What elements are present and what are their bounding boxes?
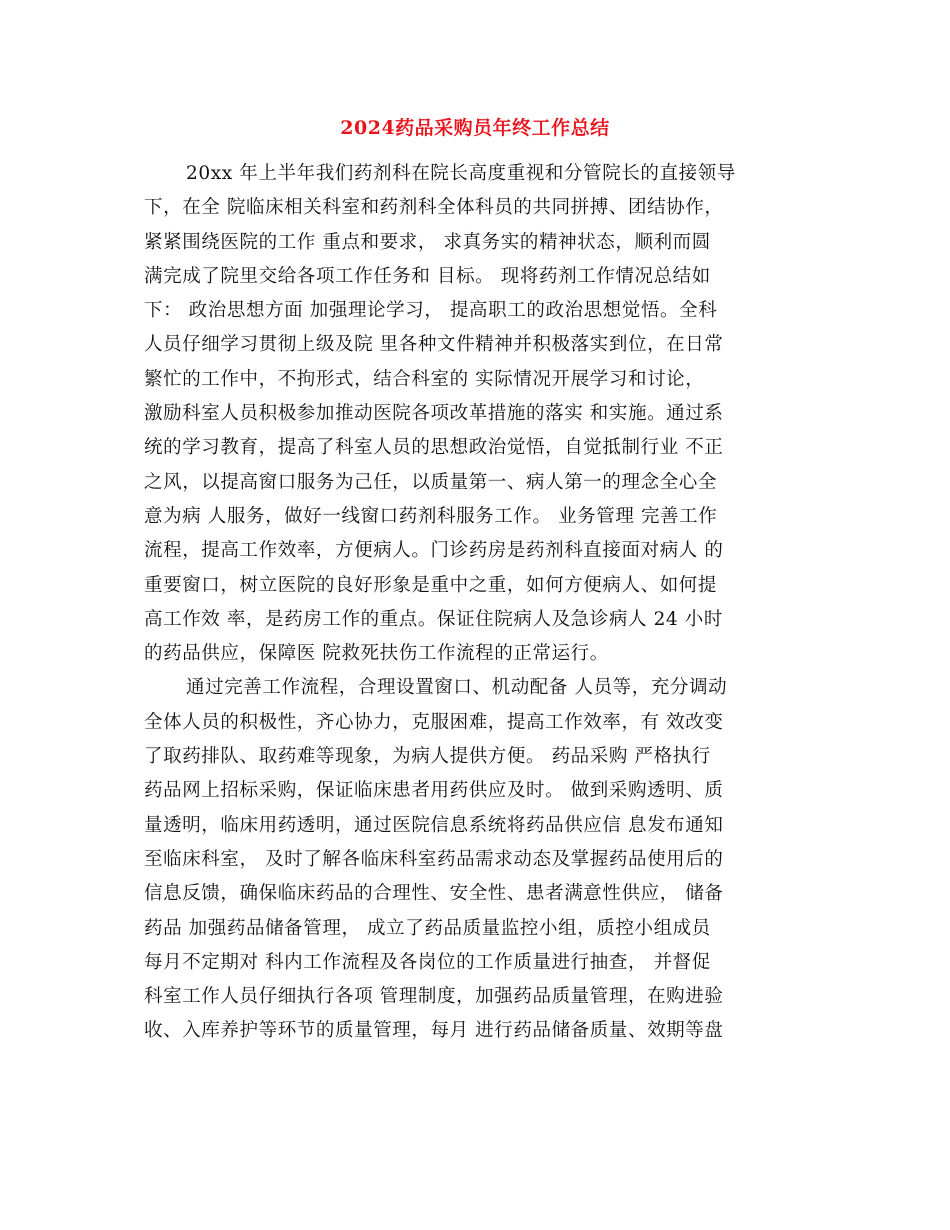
body-line: 统的学习教育，提高了科室人员的思想政治觉悟，自觉抵制行业 不正 bbox=[144, 437, 724, 459]
body-line: 的药品供应，保障医 院救死扶伤工作流程的正常运行。 bbox=[144, 643, 609, 665]
body-line: 20xx 年上半年我们药剂科在院长高度重视和分管院长的直接领导 bbox=[186, 163, 736, 184]
body-line: 人员仔细学习贯彻上级及院 里各种文件精神并积极落实到位，在日常 bbox=[144, 334, 724, 356]
body-line: 繁忙的工作中，不拘形式，结合科室的 实际情况开展学习和讨论， bbox=[144, 368, 705, 390]
body-line: 激励科室人员积极参加推动医院各项改革措施的落实 和实施。通过系 bbox=[144, 403, 724, 425]
body-line: 意为病 人服务，做好一线窗口药剂科服务工作。 业务管理 完善工作 bbox=[144, 505, 718, 527]
document-body bbox=[144, 157, 824, 1049]
body-line: 科室工作人员仔细执行各项 管理制度，加强药品质量管理，在购进验 bbox=[144, 986, 724, 1008]
body-line: 重要窗口，树立医院的良好形象是重中之重，如何方便病人、如何提 bbox=[144, 574, 718, 596]
body-line: 高工作效 率，是药房工作的重点。保证住院病人及急诊病人 24 小时 bbox=[144, 608, 723, 630]
body-line: 量透明，临床用药透明，通过医院信息系统将药品供应信 息发布通知 bbox=[144, 814, 724, 836]
body-line: 药品网上招标采购，保证临床患者用药供应及时。 做到采购透明、质 bbox=[144, 780, 724, 802]
document-title: 2024药品采购员年终工作总结 bbox=[340, 117, 610, 139]
body-line: 每月不定期对 科内工作流程及各岗位的工作质量进行抽查， 并督促 bbox=[144, 951, 711, 973]
body-line: 药品 加强药品储备管理， 成立了药品质量监控小组，质控小组成员 bbox=[144, 917, 711, 939]
body-line: 至临床科室， 及时了解各临床科室药品需求动态及掌握药品使用后的 bbox=[144, 848, 724, 870]
body-line: 了取药排队、取药难等现象，为病人提供方便。 药品采购 严格执行 bbox=[144, 746, 711, 768]
body-line: 满完成了院里交给各项工作任务和 目标。 现将药剂工作情况总结如 bbox=[144, 265, 711, 287]
body-line: 全体人员的积极性，齐心协力，克服困难，提高工作效率，有 效改变 bbox=[144, 711, 724, 733]
body-line: 收、入库养护等环节的质量管理，每月 进行药品储备质量、效期等盘 bbox=[144, 1020, 724, 1042]
body-line: 下： 政治思想方面 加强理论学习， 提高职工的政治思想觉悟。全科 bbox=[144, 300, 718, 322]
body-line: 信息反馈，确保临床药品的合理性、安全性、患者满意性供应， 储备 bbox=[144, 883, 724, 905]
body-line: 通过完善工作流程，合理设置窗口、机动配备 人员等，充分调动 bbox=[186, 677, 728, 699]
body-line: 流程，提高工作效率，方便病人。门诊药房是药剂科直接面对病人 的 bbox=[144, 540, 724, 562]
body-line: 之风，以提高窗口服务为己任，以质量第一、病人第一的理念全心全 bbox=[144, 471, 718, 493]
body-line: 下，在全 院临床相关科室和药剂科全体科员的共同拼搏、团结协作， bbox=[144, 197, 724, 219]
body-line: 紧紧围绕医院的工作 重点和要求， 求真务实的精神状态，顺利而圆 bbox=[144, 231, 711, 253]
